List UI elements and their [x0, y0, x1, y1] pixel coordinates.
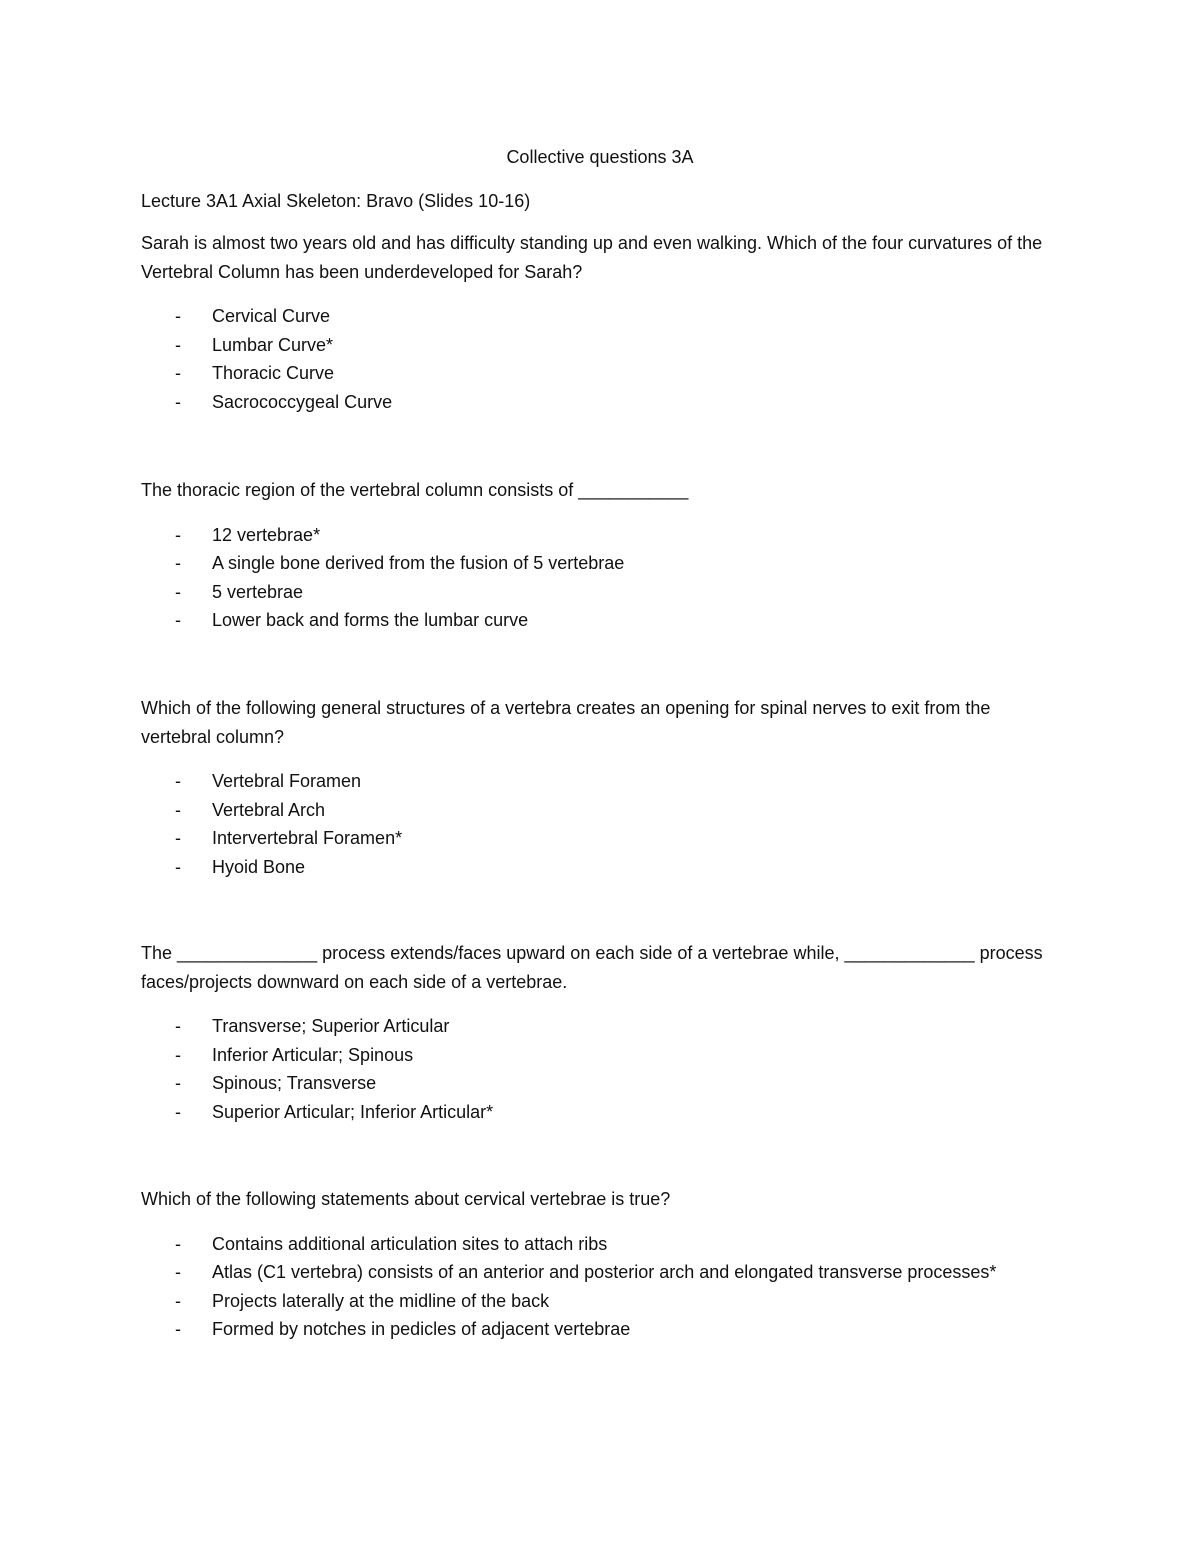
answer-option [141, 1230, 1061, 1259]
dash-bullet: - [175, 771, 181, 791]
answer-option [141, 578, 1061, 607]
answer-option [141, 1012, 1061, 1041]
answer-option [141, 1287, 1061, 1316]
answer-option [141, 1098, 1061, 1127]
answer-options [141, 1012, 1061, 1126]
answer-option [141, 853, 1061, 882]
question-text: The thoracic region of the vertebral column consists of ___________ [141, 480, 689, 500]
option-text: Projects laterally at the midline of the back [212, 1290, 550, 1311]
dash-bullet: - [175, 1319, 181, 1339]
dash-bullet: - [175, 581, 181, 602]
option-text: Lumbar Curve* [212, 334, 334, 355]
option-text: Lower back and forms the lumbar curve [212, 610, 529, 630]
lecture-subtitle: Lecture 3A1 Axial Skeleton: Bravo (Slides 10-16) [141, 191, 531, 211]
answer-option [141, 302, 1061, 331]
option-text: Vertebral Foramen [212, 771, 362, 791]
dash-bullet: - [175, 856, 181, 877]
answer-options [141, 767, 1061, 881]
option-text: Spinous; Transverse [212, 1073, 377, 1093]
option-text: Transverse; Superior Articular [212, 1016, 450, 1036]
option-text: Cervical Curve [212, 306, 331, 326]
answer-option [141, 1041, 1061, 1070]
option-text: Vertebral Arch [212, 799, 326, 820]
dash-bullet: - [175, 1233, 181, 1254]
question-text: The ______________ process extends/faces upward on each side of a vertebrae while, _____________ process faces/projects downward on each side of a vertebrae. [141, 943, 1043, 992]
option-text: Superior Articular; Inferior Articular* [212, 1101, 494, 1122]
option-text: 12 vertebrae* [212, 524, 321, 545]
dash-bullet: - [175, 524, 181, 545]
answer-option [141, 1315, 1061, 1344]
question-text: Which of the following statements about cervical vertebrae is true? [141, 1189, 671, 1209]
option-text: Sacrococcygeal Curve [212, 391, 393, 412]
answer-option [141, 824, 1061, 853]
answer-option [141, 331, 1061, 360]
option-text: Intervertebral Foramen* [212, 828, 403, 848]
dash-bullet: - [175, 799, 181, 820]
answer-option [141, 388, 1061, 417]
answer-option [141, 359, 1061, 388]
question-3 [141, 694, 1061, 881]
question-2 [141, 476, 1061, 635]
answer-options [141, 302, 1061, 416]
answer-options [141, 1230, 1061, 1344]
option-text: Atlas (C1 vertebra) consists of an anterior and posterior arch and elongated transverse processes* [212, 1262, 997, 1282]
option-text: 5 vertebrae [212, 581, 304, 602]
question-1 [141, 229, 1061, 416]
dash-bullet: - [175, 1101, 181, 1122]
answer-option [141, 767, 1061, 796]
answer-option [141, 796, 1061, 825]
dash-bullet: - [175, 553, 181, 573]
option-text: A single bone derived from the fusion of 5 vertebrae [212, 553, 625, 573]
answer-options [141, 521, 1061, 635]
dash-bullet: - [175, 1044, 181, 1065]
dash-bullet: - [175, 391, 181, 412]
dash-bullet: - [175, 610, 181, 630]
question-text: Which of the following general structures of a vertebra creates an opening for spinal nerves to exit from the vertebral column? [141, 698, 991, 747]
question-text: Sarah is almost two years old and has difficulty standing up and even walking. Which of the four curvatures of the Vertebral Column has been underdeveloped for Sarah? [141, 233, 1043, 282]
answer-option [141, 606, 1061, 635]
dash-bullet: - [175, 1262, 181, 1282]
dash-bullet: - [175, 1073, 181, 1093]
answer-option [141, 1069, 1061, 1098]
answer-option [141, 549, 1061, 578]
answer-option [141, 521, 1061, 550]
option-text: Thoracic Curve [212, 363, 335, 383]
dash-bullet: - [175, 828, 181, 848]
option-text: Hyoid Bone [212, 856, 306, 877]
option-text: Contains additional articulation sites to attach ribs [212, 1233, 608, 1254]
question-4 [141, 939, 1061, 1126]
dash-bullet: - [175, 306, 181, 326]
question-5 [141, 1185, 1061, 1344]
option-text: Inferior Articular; Spinous [212, 1044, 414, 1065]
dash-bullet: - [175, 363, 181, 383]
dash-bullet: - [175, 1290, 181, 1311]
dash-bullet: - [175, 1016, 181, 1036]
option-text: Formed by notches in pedicles of adjacent vertebrae [212, 1319, 631, 1339]
document-title: Collective questions 3A [506, 147, 694, 167]
dash-bullet: - [175, 334, 181, 355]
answer-option [141, 1258, 1061, 1287]
